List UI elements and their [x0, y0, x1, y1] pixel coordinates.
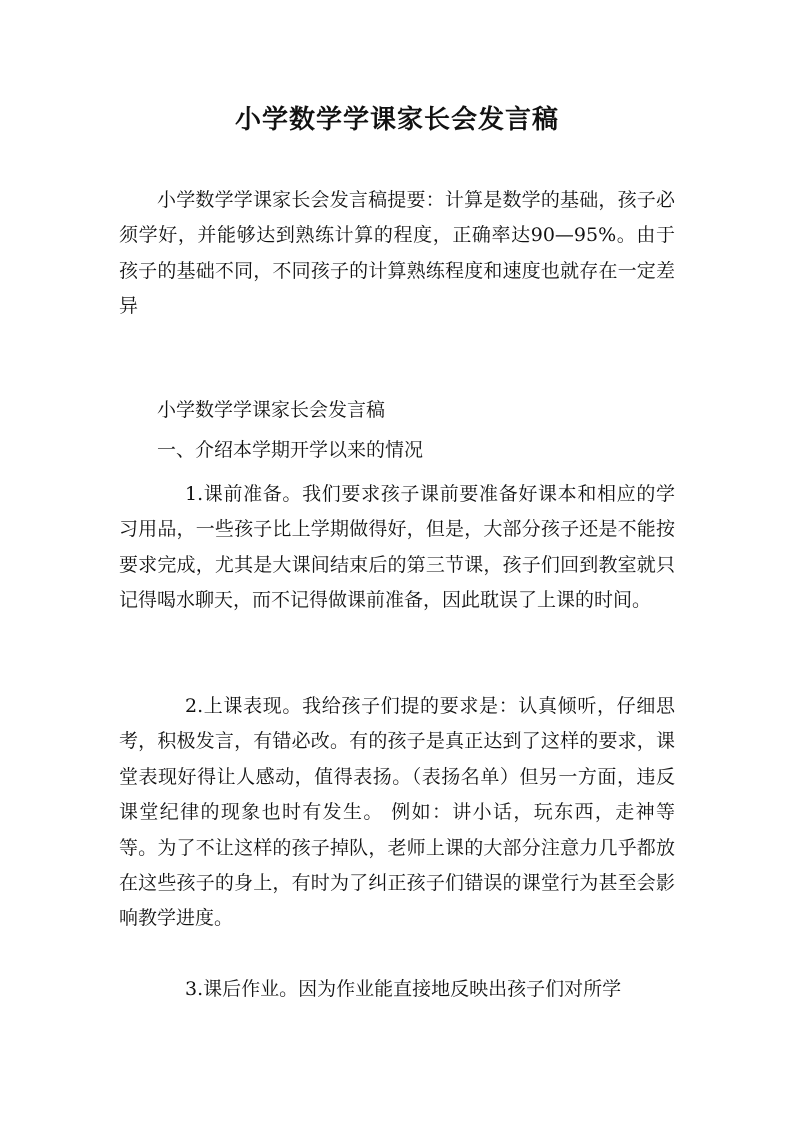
- paragraph-preparation: 1.课前准备。我们要求孩子课前要准备好课本和相应的学习用品，一些孩子比上学期做得好，但是，大部分孩子还是不能按要求完成，尤其是大课间结束后的第三节课，孩子们回到教室就只记得喝水聊天，而不记得做课前准备，因此耽误了上课的时间。: [119, 483, 675, 612]
- document-title: 小学数学学课家长会发言稿: [234, 105, 559, 135]
- body-title: 小学数学学课家长会发言稿: [157, 399, 386, 421]
- paragraph-class-performance: 2.上课表现。我给孩子们提的要求是：认真倾听，仔细思考，积极发言，有错必改。有的孩子是真正达到了这样的要求，课堂表现好得让人感动，值得表扬。（表扬名单）但另一方面，违反课堂纪律的现象也时有发生。 例如：讲小话，玩东西，走神等等。为了不让这样的孩子掉队，老师上课的大部分注意力几乎都放在这些孩子的身上，有时为了纠正孩子们错误的课堂行为甚至会影响教学进度。: [119, 695, 675, 930]
- abstract-paragraph: 小学数学学课家长会发言稿提要：计算是数学的基础，孩子必须学好，并能够达到熟练计算的程度，正确率达90—95%。由于孩子的基础不同，不同孩子的计算熟练程度和速度也就存在一定差异: [119, 189, 675, 318]
- section-heading: 一、介绍本学期开学以来的情况: [157, 439, 424, 461]
- paragraph-homework: 3.课后作业。因为作业能直接地反映出孩子们对所学: [185, 978, 622, 1000]
